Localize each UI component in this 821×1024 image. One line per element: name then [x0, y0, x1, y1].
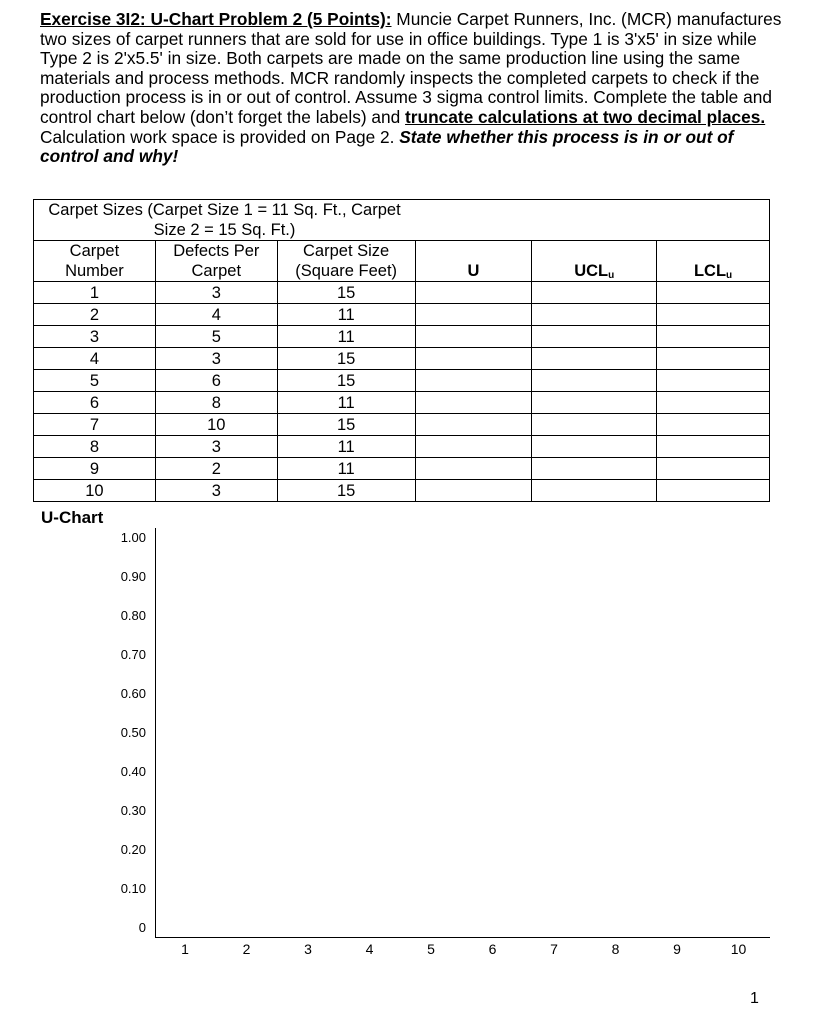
- table-title: Carpet Sizes (Carpet Size 1 = 11 Sq. Ft., Carpet Size 2 = 15 Sq. Ft.): [34, 200, 416, 241]
- cell-ucl[interactable]: [532, 304, 657, 326]
- cell-carpet-size: 15: [277, 370, 415, 392]
- table-row: [34, 480, 770, 502]
- cell-defects: 6: [155, 370, 277, 392]
- table-row: [34, 370, 770, 392]
- cell-carpet-size: 15: [277, 480, 415, 502]
- y-tick-label: 0.60: [120, 686, 146, 701]
- cell-lcl[interactable]: [657, 436, 770, 458]
- x-tick-label: 8: [611, 941, 620, 957]
- cell-carpet-size: 15: [277, 282, 415, 304]
- cell-defects: 3: [155, 282, 277, 304]
- header-u: U: [415, 241, 532, 282]
- header-lcl: $LCL_u$: [657, 241, 770, 282]
- cell-defects: 10: [155, 414, 277, 436]
- header-ucl: $UCL_u$: [532, 241, 657, 282]
- table-row: [34, 414, 770, 436]
- cell-u[interactable]: [415, 326, 532, 348]
- x-tick-label: 1: [181, 941, 189, 957]
- cell-defects: 4: [155, 304, 277, 326]
- cell-ucl[interactable]: [532, 348, 657, 370]
- page-number: 1: [750, 990, 759, 1007]
- chart-title: U-Chart: [41, 508, 104, 527]
- cell-lcl[interactable]: [657, 414, 770, 436]
- x-tick-label: 4: [365, 941, 374, 957]
- cell-carpet-size: 11: [277, 304, 415, 326]
- cell-ucl[interactable]: [532, 458, 657, 480]
- cell-lcl[interactable]: [657, 392, 770, 414]
- y-tick-label: 0.10: [120, 881, 146, 896]
- cell-defects: 3: [155, 348, 277, 370]
- table-header-row: [34, 241, 770, 282]
- cell-defects: 2: [155, 458, 277, 480]
- x-tick-label: 3: [304, 941, 312, 957]
- y-tick-label: 1.00: [120, 530, 146, 545]
- carpet-data-table: [33, 199, 770, 502]
- y-tick-label: 0: [138, 920, 146, 935]
- table-row: [34, 392, 770, 414]
- y-tick-label: 0.80: [120, 608, 146, 623]
- cell-defects: 3: [155, 480, 277, 502]
- truncate-instruction: truncate calculations at two decimal places.: [405, 106, 766, 127]
- y-tick-label: 0.20: [120, 842, 146, 857]
- cell-u[interactable]: [415, 458, 532, 480]
- cell-u[interactable]: [415, 282, 532, 304]
- cell-lcl[interactable]: [657, 480, 770, 502]
- problem-statement: [40, 10, 785, 167]
- cell-u[interactable]: [415, 348, 532, 370]
- cell-u[interactable]: [415, 392, 532, 414]
- cell-carpet-number: 3: [34, 326, 156, 348]
- x-tick-label: 7: [550, 941, 558, 957]
- cell-ucl[interactable]: [532, 282, 657, 304]
- x-tick-label: 2: [242, 941, 251, 957]
- x-tick-label: 5: [427, 941, 435, 957]
- cell-ucl[interactable]: [532, 480, 657, 502]
- cell-ucl[interactable]: [532, 414, 657, 436]
- cell-u[interactable]: [415, 436, 532, 458]
- cell-lcl[interactable]: [657, 282, 770, 304]
- table-title-filler: [415, 200, 769, 241]
- cell-lcl[interactable]: [657, 348, 770, 370]
- cell-carpet-size: 11: [277, 326, 415, 348]
- y-tick-label: 0.50: [120, 725, 146, 740]
- cell-carpet-number: 8: [34, 436, 156, 458]
- intro-text-1: Muncie Carpet Runners, Inc. (MCR) manufactures two sizes of carpet runners that are sold for use in office buildings. Type 1 is 3'x5' in size while Type 2 is 2'x5.5' in size. Both carpets are made on the same production line using the same materials and process methods. MCR randomly inspects the completed carpets to check if the production process is in or out of control. Assume 3 sigma control limits. Complete the table and control chart below (don’t forget the labels) and: [40, 9, 782, 127]
- cell-carpet-number: 9: [34, 458, 156, 480]
- y-tick-label: 0.90: [120, 569, 146, 584]
- table-row: [34, 282, 770, 304]
- cell-u[interactable]: [415, 480, 532, 502]
- cell-defects: 5: [155, 326, 277, 348]
- cell-u[interactable]: [415, 304, 532, 326]
- cell-ucl[interactable]: [532, 370, 657, 392]
- y-tick-label: 0.70: [120, 647, 146, 662]
- cell-carpet-number: 10: [34, 480, 156, 502]
- y-tick-label: 0.40: [120, 764, 146, 779]
- cell-lcl[interactable]: [657, 370, 770, 392]
- table-row: [34, 326, 770, 348]
- cell-carpet-size: 11: [277, 392, 415, 414]
- cell-defects: 8: [155, 392, 277, 414]
- cell-lcl[interactable]: [657, 326, 770, 348]
- x-tick-label: 9: [673, 941, 681, 957]
- cell-carpet-number: 6: [34, 392, 156, 414]
- cell-carpet-number: 1: [34, 282, 156, 304]
- header-carpet-number: Carpet Number: [34, 241, 156, 282]
- table-row: [34, 458, 770, 480]
- cell-carpet-size: 15: [277, 348, 415, 370]
- intro-text-2: Calculation work space is provided on Page 2.: [40, 126, 400, 147]
- exercise-heading: Exercise 3I2: U-Chart Problem 2 (5 Points):: [40, 9, 392, 29]
- table-row: [34, 348, 770, 370]
- table-row: [34, 436, 770, 458]
- header-defects: Defects Per Carpet: [155, 241, 277, 282]
- cell-carpet-number: 2: [34, 304, 156, 326]
- cell-lcl[interactable]: [657, 458, 770, 480]
- u-chart: [0, 520, 821, 965]
- cell-defects: 3: [155, 436, 277, 458]
- table-row: [34, 304, 770, 326]
- control-question: State whether this process is in or out of control and why!: [40, 126, 734, 167]
- cell-carpet-size: 11: [277, 458, 415, 480]
- cell-lcl[interactable]: [657, 304, 770, 326]
- cell-carpet-size: 15: [277, 414, 415, 436]
- header-carpet-size: Carpet Size (Square Feet): [277, 241, 415, 282]
- cell-u[interactable]: [415, 414, 532, 436]
- cell-ucl[interactable]: [532, 436, 657, 458]
- cell-u[interactable]: [415, 370, 532, 392]
- y-tick-label: 0.30: [120, 803, 146, 818]
- cell-ucl[interactable]: [532, 326, 657, 348]
- cell-carpet-size: 11: [277, 436, 415, 458]
- cell-carpet-number: 5: [34, 370, 156, 392]
- cell-carpet-number: 7: [34, 414, 156, 436]
- x-tick-label: 6: [488, 941, 497, 957]
- cell-ucl[interactable]: [532, 392, 657, 414]
- x-tick-label: 10: [730, 941, 747, 957]
- cell-carpet-number: 4: [34, 348, 156, 370]
